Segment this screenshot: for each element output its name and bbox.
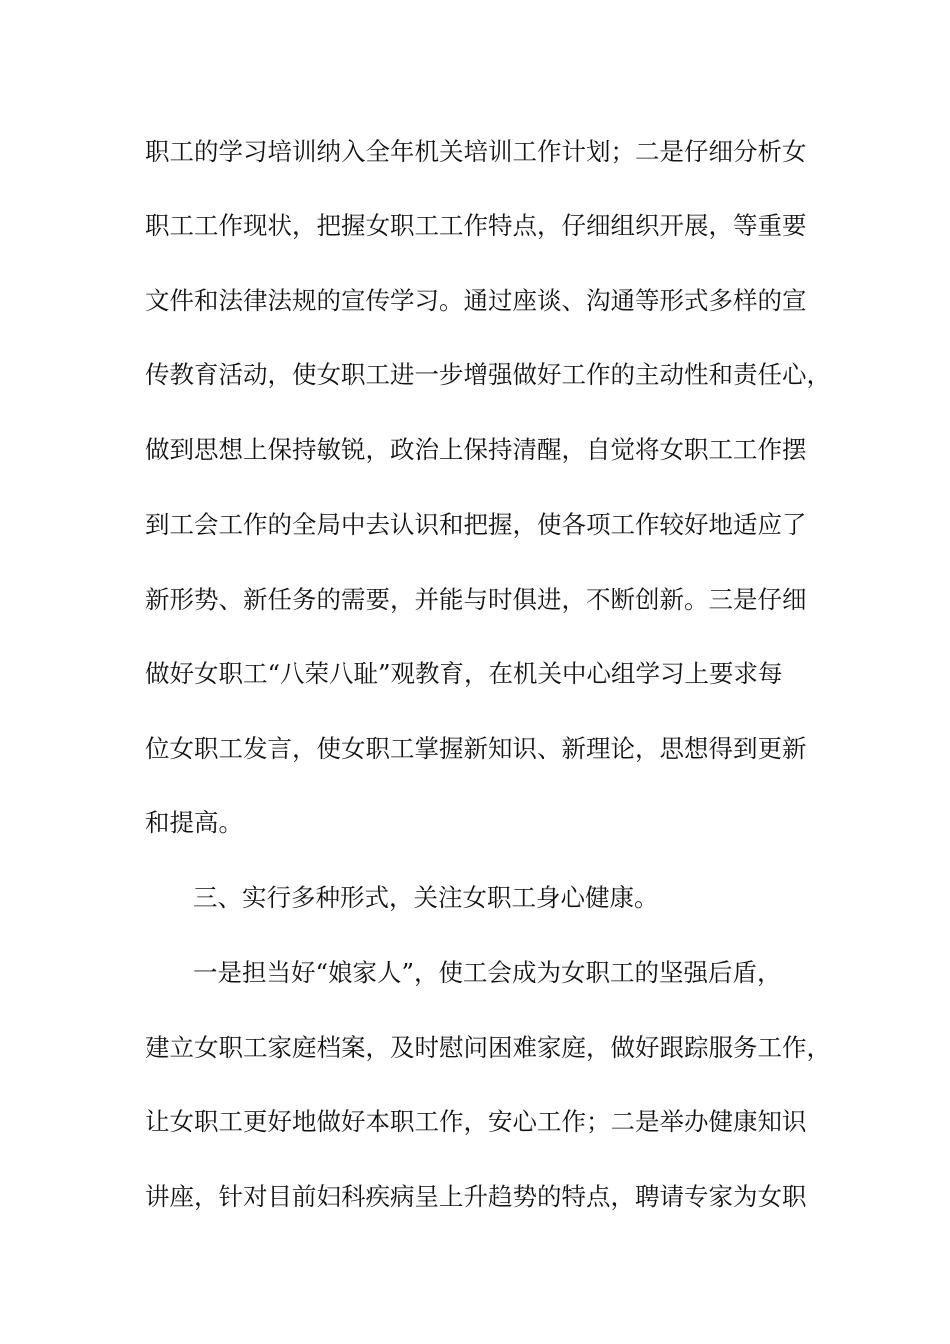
text-line: 做到思想上保持敏锐，政治上保持清醒，自觉将女职工工作摆 <box>145 435 807 464</box>
text-line: 让女职工更好地做好本职工作，安心工作；二是举办健康知识 <box>145 1107 807 1136</box>
text-line: 职工工作现状，把握女职工工作特点，仔细组织开展，等重要 <box>145 211 807 240</box>
text-line: 传教育活动，使女职工进一步增强做好工作的主动性和责任心， <box>145 360 831 389</box>
text-line: 和提高。 <box>145 808 243 837</box>
text-line: 一是担当好“娘家人”，使工会成为女职工的坚强后盾， <box>193 958 782 987</box>
text-line: 讲座，针对目前妇科疾病呈上升趋势的特点，聘请专家为女职 <box>145 1182 807 1211</box>
text-line: 到工会工作的全局中去认识和把握，使各项工作较好地适应了 <box>145 510 807 539</box>
text-line: 位女职工发言，使女职工掌握新知识、新理论，思想得到更新 <box>145 734 807 763</box>
text-line: 新形势、新任务的需要，并能与时俱进，不断创新。三是仔细 <box>145 585 807 614</box>
section-heading: 三、实行多种形式，关注女职工身心健康。 <box>193 883 659 912</box>
text-line: 建立女职工家庭档案，及时慰问困难家庭，做好跟踪服务工作， <box>145 1033 831 1062</box>
text-line: 文件和法律法规的宣传学习。通过座谈、沟通等形式多样的宣 <box>145 286 807 315</box>
text-line: 做好女职工“八荣八耻”观教育，在机关中心组学习上要求每 <box>145 659 783 688</box>
text-line: 职工的学习培训纳入全年机关培训工作计划；二是仔细分析女 <box>145 137 807 166</box>
